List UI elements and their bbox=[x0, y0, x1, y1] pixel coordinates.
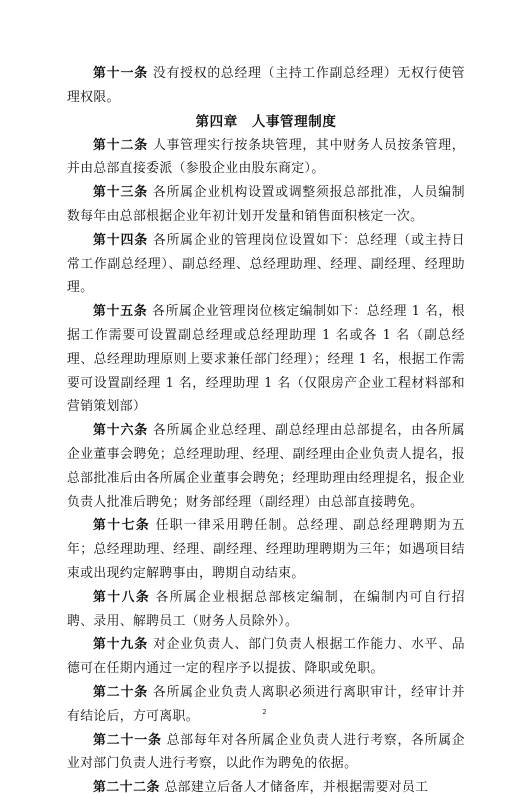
article-20 bbox=[67, 681, 465, 729]
article-text: 任职一律采用聘任制。总经理、副总经理聘期为五年；总经理助理、经理、副经理、经理助理聘期为三年；如遇项目结束或出现约定解聘事由，聘期自动结束。 bbox=[67, 518, 465, 581]
page-number: 2 bbox=[262, 708, 267, 716]
article-label: 第十三条 bbox=[93, 185, 149, 201]
article-label: 第十一条 bbox=[93, 66, 149, 81]
article-13 bbox=[67, 181, 465, 229]
article-text: 各所属企业机构设置或调整须报总部批准，人员编制数每年由总部根据企业年初计划开发量和销售面积核定一次。 bbox=[67, 185, 466, 224]
article-15 bbox=[67, 300, 465, 419]
chapter-heading bbox=[67, 110, 465, 134]
article-label: 第十六条 bbox=[93, 423, 149, 439]
article-text: 总部建立后备人才储备库，并根据需要对员工 bbox=[164, 780, 429, 796]
article-label: 第二十二条 bbox=[93, 780, 160, 796]
article-label: 第十九条 bbox=[93, 637, 149, 653]
article-text: 没有授权的总经理（主持工作副总经理）无权行使管理权限。 bbox=[67, 66, 466, 105]
article-label: 第二十一条 bbox=[93, 732, 162, 748]
article-text: 各所属企业负责人离职必须进行离职审计，经审计并有结论后，方可离职。 bbox=[67, 684, 466, 724]
article-label: 第十七条 bbox=[93, 518, 151, 534]
article-16 bbox=[67, 419, 465, 514]
article-17 bbox=[67, 514, 465, 585]
chapter-number: 第四章 bbox=[195, 113, 238, 130]
article-label: 第十五条 bbox=[93, 304, 148, 320]
article-18 bbox=[67, 586, 465, 634]
article-11 bbox=[67, 62, 465, 110]
article-label: 第十四条 bbox=[93, 232, 149, 248]
article-label: 第十二条 bbox=[93, 137, 149, 153]
article-label: 第二十条 bbox=[93, 684, 149, 700]
article-text: 人事管理实行按条块管理，其中财务人员按条管理，并由总部直接委派（参股企业由股东商定）。 bbox=[67, 137, 466, 177]
article-22 bbox=[67, 776, 465, 800]
document-body bbox=[67, 62, 465, 800]
article-label: 第十八条 bbox=[93, 589, 151, 605]
article-text: 各所属企业总经理、副总经理由总部提名，由各所属企业董事会聘免；总经理助理、经理、副经理由企业负责人提名，报总部批准后由各所属企业董事会聘免；经理助理由经理提名，报企业负责人批准后聘免；财务部经理（副经理）由总部直接聘免。 bbox=[67, 423, 466, 510]
article-text: 各所属企业根据总部核定编制，在编制内可自行招聘、录用、解聘员工（财务人员除外）。 bbox=[67, 589, 465, 629]
article-text: 总部每年对各所属企业负责人进行考察，各所属企业对部门负责人进行考察，以此作为聘免的依据。 bbox=[67, 732, 466, 772]
article-21 bbox=[67, 729, 465, 777]
chapter-title: 人事管理制度 bbox=[251, 113, 337, 130]
article-text: 各所属企业的管理岗位设置如下：总经理（或主持日常工作副总经理）、副总经理、总经理助理、经理、副经理、经理助理。 bbox=[67, 232, 466, 296]
article-text: 对企业负责人、部门负责人根据工作能力、水平、品德可在任期内通过一定的程序予以提拔、降职或免职。 bbox=[67, 637, 466, 677]
article-19 bbox=[67, 633, 465, 681]
article-14 bbox=[67, 229, 465, 300]
article-12 bbox=[67, 134, 465, 182]
article-text: 各所属企业管理岗位核定编制如下：总经理 1 名，根据工作需要可设置副总经理或总经理助理 1 名或各 1 名（副总经理、总经理助理原则上要求兼任部门经理）；经理 1 名，根据工作需要可设置副经理 1 名，经理助理 1 名（仅限房产企业工程材料部和营销策划部） bbox=[67, 304, 465, 415]
